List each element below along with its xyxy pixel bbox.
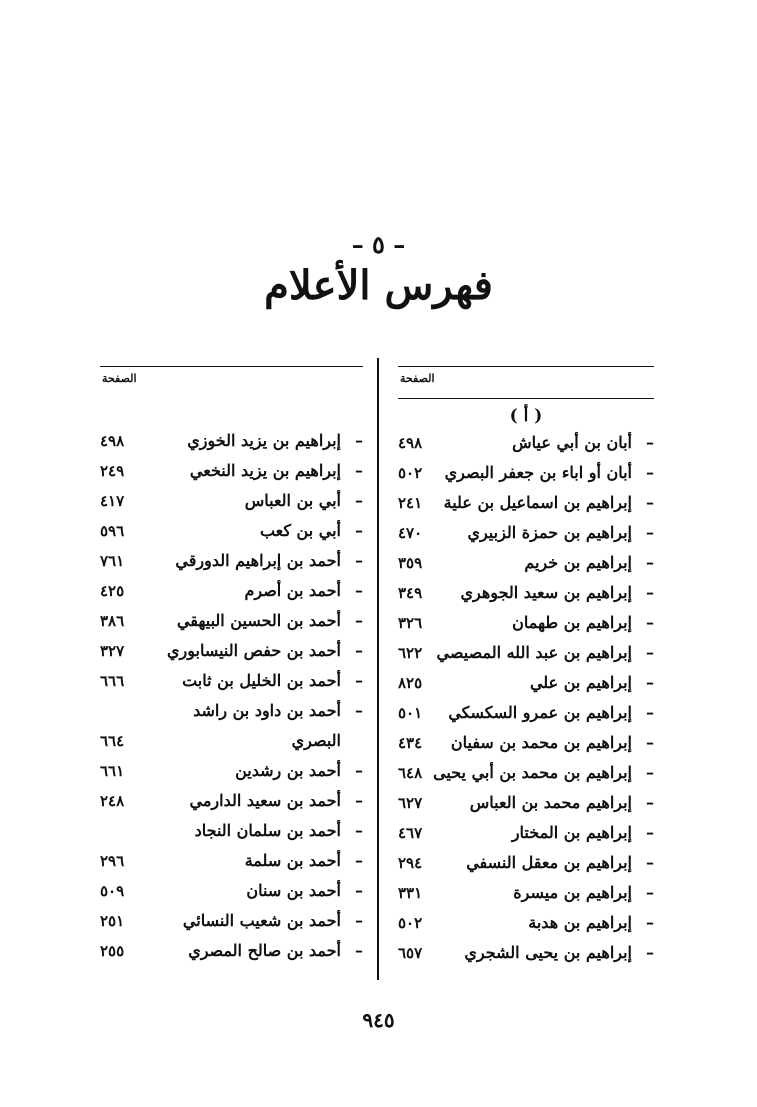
entry-name: أبي بن العباس <box>244 491 341 510</box>
entry-page: ٣٥٩ <box>398 554 423 572</box>
entry-name: إبراهيم بن هدبة <box>528 913 632 932</box>
page-title: فهرس الأعلام <box>264 262 493 309</box>
entry-dash: – <box>355 431 363 450</box>
entry-dash: – <box>646 943 654 962</box>
entry-dash: – <box>355 491 363 510</box>
entry-name: إبراهيم بن محمد بن أبي يحيى <box>433 763 632 782</box>
entry-dash: – <box>355 911 363 930</box>
entry-name: إبراهيم بن اسماعيل بن علية <box>443 493 632 512</box>
index-column-right <box>398 366 654 962</box>
entry-name-continuation: البصري <box>291 731 341 750</box>
entry-page: ٣٢٧ <box>100 642 125 660</box>
entry-page: ٥٩٦ <box>100 522 125 540</box>
index-entry <box>100 666 363 696</box>
entry-page: ٣٢٦ <box>398 614 423 632</box>
entry-page: ٤٦٧ <box>398 824 423 842</box>
entry-name: أحمد بن سلمان النجاد <box>194 821 341 840</box>
entry-page: ٤٣٤ <box>398 734 423 752</box>
entry-dash: – <box>355 851 363 870</box>
index-entry <box>398 908 654 938</box>
entry-page: ٥٠٢ <box>398 464 423 482</box>
entry-dash: – <box>646 823 654 842</box>
entry-page: ٤٢٥ <box>100 582 125 600</box>
entry-dash: – <box>646 553 654 572</box>
index-entry <box>398 788 654 818</box>
entry-dash: – <box>355 641 363 660</box>
entry-dash: – <box>646 583 654 602</box>
entry-name: إبراهيم بن يزيد النخعي <box>189 461 341 480</box>
index-entry <box>398 728 654 758</box>
entry-dash: – <box>355 611 363 630</box>
entry-page: ٤٩٨ <box>100 432 125 450</box>
entry-dash: – <box>355 461 363 480</box>
entry-dash: – <box>355 941 363 960</box>
index-entry <box>398 548 654 578</box>
entry-page: ٥٠٩ <box>100 882 125 900</box>
column-header-page: الصفحة <box>400 372 435 385</box>
entry-page: ٤٩٨ <box>398 434 423 452</box>
entry-name: إبراهيم بن علي <box>529 673 632 692</box>
entry-name: إبراهيم بن عمرو السكسكي <box>448 703 632 722</box>
index-entry <box>398 638 654 668</box>
entry-name: إبراهيم بن يحيى الشجري <box>464 943 632 962</box>
entry-name: أحمد بن رشدين <box>235 761 341 780</box>
index-entry <box>398 848 654 878</box>
entry-page: ٢٩٦ <box>100 852 125 870</box>
entry-page: ٦٤٨ <box>398 764 423 782</box>
letter-group-label: ( أ ) <box>509 406 543 426</box>
index-entry <box>100 816 363 846</box>
entry-name: أحمد بن سعيد الدارمي <box>189 791 341 810</box>
entry-dash: – <box>646 913 654 932</box>
entry-dash: – <box>646 523 654 542</box>
index-entry <box>100 546 363 576</box>
page-number: ٩٤٥ <box>362 1008 395 1032</box>
entry-name: إبراهيم بن خريم <box>524 553 632 572</box>
entry-name: إبراهيم بن عبد الله المصيصي <box>436 643 632 662</box>
entry-name: إبراهيم بن طهمان <box>512 613 632 632</box>
entry-page: ٦٦٤ <box>100 732 125 750</box>
entry-name: إبراهيم بن معقل النسفي <box>466 853 632 872</box>
entry-dash: – <box>646 613 654 632</box>
entry-page: ٦٢٢ <box>398 644 423 662</box>
entry-name: إبراهيم بن سعيد الجوهري <box>460 583 632 602</box>
entry-page: ٢٤٨ <box>100 792 125 810</box>
entry-page: ٢٩٤ <box>398 854 423 872</box>
index-entry <box>100 456 363 486</box>
index-entry <box>100 486 363 516</box>
entry-name: أبان أو اباء بن جعفر البصري <box>444 463 632 482</box>
entry-dash: – <box>355 671 363 690</box>
entry-page: ٧٦١ <box>100 552 125 570</box>
entry-name: أحمد بن أصرم <box>244 581 341 600</box>
entry-page: ٦٢٧ <box>398 794 423 812</box>
index-entry <box>100 426 363 456</box>
entry-name: أبي بن كعب <box>259 521 341 540</box>
index-entry <box>398 758 654 788</box>
entry-page: ٤٧٠ <box>398 524 423 542</box>
index-entry <box>100 906 363 936</box>
entry-page: ٦٦٦ <box>100 672 125 690</box>
index-entry <box>398 938 654 968</box>
entry-page: ٢٤٩ <box>100 462 125 480</box>
entry-name: أحمد بن داود بن راشد <box>193 701 341 720</box>
entry-dash: – <box>646 493 654 512</box>
entry-page: ٣٤٩ <box>398 584 423 602</box>
index-entry <box>100 786 363 816</box>
entry-page: ٤١٧ <box>100 492 125 510</box>
entry-name: أحمد بن إبراهيم الدورقي <box>175 551 341 570</box>
entry-name: أحمد بن صالح المصري <box>188 941 341 960</box>
entry-name: إبراهيم بن المختار <box>511 823 632 842</box>
entry-dash: – <box>646 733 654 752</box>
entry-page: ٣٨٦ <box>100 612 125 630</box>
index-entry <box>100 876 363 906</box>
entry-page: ٢٤١ <box>398 494 423 512</box>
index-column-left <box>100 366 363 960</box>
entry-page: ٦٦١ <box>100 762 125 780</box>
entry-dash: – <box>355 821 363 840</box>
column-header-page: الصفحة <box>102 372 137 385</box>
entry-page: ٥٠٢ <box>398 914 423 932</box>
entry-page: ٥٠١ <box>398 704 423 722</box>
index-entry <box>100 846 363 876</box>
index-entry <box>398 668 654 698</box>
entry-name: إبراهيم بن محمد بن سفيان <box>450 733 632 752</box>
index-entry <box>398 818 654 848</box>
entry-page: ٢٥١ <box>100 912 125 930</box>
index-entries <box>100 426 363 966</box>
entry-dash: – <box>646 703 654 722</box>
entry-dash: – <box>355 701 363 720</box>
entry-name: أحمد بن سنان <box>246 881 341 900</box>
entry-page: ٦٥٧ <box>398 944 423 962</box>
index-entry <box>100 636 363 666</box>
entry-dash: – <box>355 881 363 900</box>
index-entry <box>100 756 363 786</box>
entry-page: ٨٢٥ <box>398 674 423 692</box>
index-entry <box>398 608 654 638</box>
index-entry <box>398 458 654 488</box>
entry-name: أحمد بن الخليل بن ثابت <box>182 671 341 690</box>
entry-dash: – <box>646 673 654 692</box>
index-entry <box>398 518 654 548</box>
index-entry <box>398 488 654 518</box>
entry-dash: – <box>646 883 654 902</box>
index-entry <box>100 576 363 606</box>
entry-dash: – <box>355 761 363 780</box>
entry-name: إبراهيم بن حمزة الزبيري <box>467 523 632 542</box>
entry-name: أحمد بن الحسين البيهقي <box>176 611 341 630</box>
index-entries <box>398 428 654 968</box>
entry-dash: – <box>355 551 363 570</box>
entry-page: ٢٥٥ <box>100 942 125 960</box>
index-entry <box>398 698 654 728</box>
entry-dash: – <box>646 433 654 452</box>
entry-dash: – <box>355 581 363 600</box>
index-entry <box>398 878 654 908</box>
index-entry <box>100 516 363 546</box>
column-top-rule <box>398 366 654 367</box>
column-top-rule <box>100 366 363 367</box>
entry-dash: – <box>646 643 654 662</box>
index-entry <box>398 428 654 458</box>
entry-name: أبان بن أبي عياش <box>512 433 632 452</box>
entry-dash: – <box>646 463 654 482</box>
index-entry <box>100 936 363 966</box>
entry-name: أحمد بن حفص النيسابوري <box>166 641 341 660</box>
entry-dash: – <box>355 791 363 810</box>
index-entry <box>100 606 363 636</box>
entry-page: ٣٣١ <box>398 884 423 902</box>
entry-name: أحمد بن شعيب النسائي <box>182 911 341 930</box>
entry-name: إبراهيم بن يزيد الخوزي <box>187 431 341 450</box>
entry-name: أحمد بن سلمة <box>244 851 341 870</box>
index-entry <box>100 696 363 756</box>
entry-dash: – <box>646 763 654 782</box>
entry-dash: – <box>646 853 654 872</box>
index-entry <box>398 578 654 608</box>
entry-name: إبراهيم بن ميسرة <box>513 883 632 902</box>
column-header-rule <box>398 398 654 399</box>
entry-dash: – <box>646 793 654 812</box>
section-number: – ٥ – <box>351 230 406 259</box>
entry-name: إبراهيم محمد بن العباس <box>469 793 632 812</box>
entry-dash: – <box>355 521 363 540</box>
column-separator <box>377 358 379 980</box>
